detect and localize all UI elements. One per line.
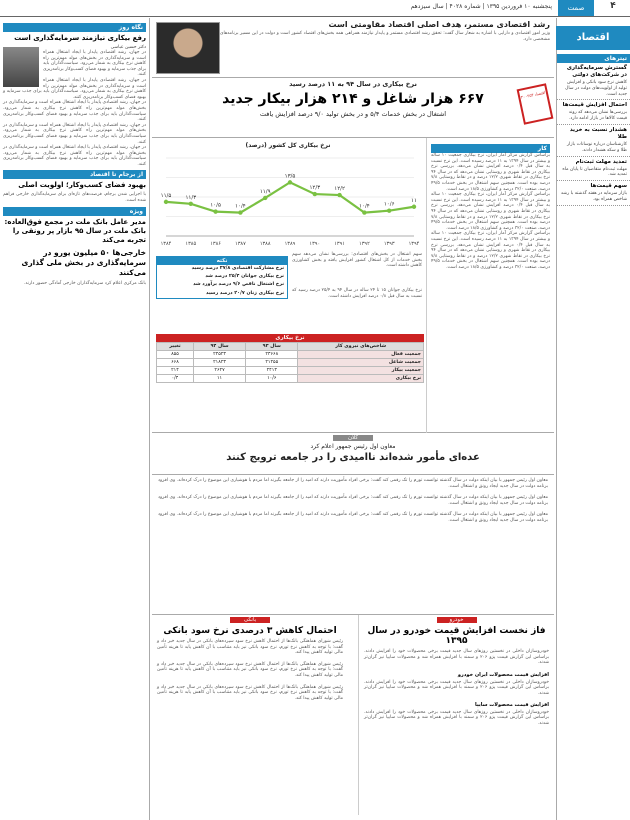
lead-kicker: نرخ بیکاری در سال ۹۴ به ۱۱ درصد رسید bbox=[289, 80, 417, 88]
story-three-body bbox=[152, 475, 554, 615]
story-three-text-3: معاون اول رئیس جمهور با بیان اینکه دولت در سال گذشته توانست تورم را تک رقمی کند گفت: برخی افراد مأموریت دارند که امید را از جامعه بگیرند اما مردم با هوشیاری این موضوع را درک کرده‌اند. وی افزود برنامه دولت در سال جدید ایجاد رونق و اشتغال است. bbox=[158, 512, 548, 523]
chart-data-label: ۱۰/۶ bbox=[383, 201, 395, 208]
sidebar-news-title: تمدید مهلت ثبت‌نام bbox=[575, 158, 627, 165]
lead-story bbox=[152, 78, 554, 138]
opinion-body-cont2: در جهان، رشد اقتصادی پایدار با ایجاد اشتغال همراه است و سرمایه‌گذاری در بخش‌های مولد مهم‌ترین راه کاهش نرخ بیکاری به شمار می‌رود. سیاست‌گذاران باید برای جذب سرمایه و بهبود فضای کسب‌وکار برنامه‌ریزی کنند. bbox=[3, 100, 146, 123]
dateline: پنجشنبه ۱۰ فروردین ۱۳۹۵ | شماره ۴۰۲۸ | سال سیزدهم bbox=[410, 3, 552, 10]
bank-story-tag: بانکی bbox=[230, 617, 270, 623]
third-title: مدیر عامل بانک ملت در مجمع فوق‌العاده: بانک ملت در سال ۹۵ بازار پر رونقی را تجربه می‌کند bbox=[4, 217, 146, 244]
car-story-text-2: خودروسازان داخلی در نخستین روزهای سال جدید قیمت برخی محصولات خود را افزایش دادند. براساس این گزارش قیمت پژو ۲۰۶ و سمند با افزایش همراه شد و محصولات سایپا نیز گران‌تر شدند. bbox=[364, 679, 549, 696]
chart-data-label: ۱۲/۳ bbox=[309, 185, 321, 192]
sidebar-news-item bbox=[557, 181, 630, 206]
sidebar-news-title: گسترش سرمایه‌گذاری در شرکت‌های دولتی bbox=[566, 65, 627, 78]
minister-portrait bbox=[156, 22, 220, 74]
table bbox=[156, 342, 424, 383]
bank-story-text-3: رئیس شورای هماهنگی بانک‌ها از احتمال کاهش نرخ سود سپرده‌های بانکی در سال جدید خبر داد و گفت: با توجه به کاهش نرخ تورم، نرخ سود بانکی نیز باید متناسب با آن کاهش یابد تا هزینه تأمین مالی تولید کاهش پیدا کند. bbox=[157, 684, 343, 701]
lead-body bbox=[152, 138, 554, 433]
car-story bbox=[358, 615, 554, 815]
table-row bbox=[157, 351, 424, 359]
lead-text-tag: کار bbox=[431, 144, 550, 153]
table-cell: ۱۱ bbox=[193, 375, 245, 383]
fourth-title: خارجی‌ها ۵۰ میلیون یورو در سرمایه‌گذاری در بخش ملی گذاری می‌کنند bbox=[21, 247, 146, 277]
top-article-headline: رشد اقتصادی مستمر، هدف اصلی اقتصاد مقاومتی است bbox=[328, 20, 550, 29]
main-content bbox=[152, 18, 554, 820]
car-story-text: خودروسازان داخلی در نخستین روزهای سال جدید قیمت برخی محصولات خود را افزایش دادند. براساس این گزارش قیمت پژو ۲۰۶ و سمند با افزایش همراه شد و محصولات سایپا نیز گران‌تر شدند. bbox=[364, 649, 549, 666]
chart-tick-label: ۱۳۸۹ bbox=[284, 241, 296, 247]
note-box bbox=[156, 256, 288, 299]
chart-point bbox=[164, 200, 168, 204]
second-body: با اجرایی شدن برجام، فرصت‌های تازه‌ای برای سرمایه‌گذاری خارجی فراهم شده است. bbox=[3, 192, 146, 204]
chart-data-label: ۱۰/۴ bbox=[359, 203, 370, 210]
lead-text-body-2: براساس گزارش مرکز آمار ایران، نرخ بیکاری جمعیت ۱۰ ساله و بیشتر در سال ۱۳۹۴ به ۱۱ درصد رسیده است. این نرخ نسبت به سال قبل ۰/۴ درصد افزایش نشان می‌دهد. بررسی نرخ بیکاری در نقاط شهری و روستایی نشان می‌دهد که در سال ۹۴ نرخ بیکاری در نقاط شهری ۱۲/۲ درصد و در نقاط روستایی ۷/۸ درصد بوده است. همچنین سهم اشتغال در بخش خدمات ۴۹/۵ درصد، صنعت ۳۲/۰ درصد و کشاورزی ۱۸/۵ درصد است. bbox=[431, 192, 551, 231]
chart-point bbox=[337, 193, 341, 197]
table-row bbox=[157, 375, 424, 383]
table-header-cell: شاخص‌های نیروی کار bbox=[298, 343, 424, 351]
photo-caption: دکتر حسین عباسی bbox=[110, 45, 146, 50]
sidebar-news-text: مهلت ثبت‌نام متقاضیان تا پایان ماه تمدید شد. bbox=[562, 166, 627, 178]
chart-data-label: ۱۲/۲ bbox=[334, 186, 345, 193]
masthead bbox=[0, 0, 630, 17]
table-cell: جمعیت بیکار bbox=[298, 367, 424, 375]
table-row bbox=[157, 367, 424, 375]
note-header: نکته bbox=[157, 257, 287, 265]
table-cell: جمعیت فعال bbox=[298, 351, 424, 359]
story-three-headline: عده‌ای مأمور شده‌اند ناامیدی را در جامعه ترویج کنند bbox=[226, 452, 480, 463]
chart-point bbox=[238, 210, 242, 214]
sidebar-header: تیترهای bbox=[557, 54, 630, 63]
story-three-text: معاون اول رئیس جمهور با بیان اینکه دولت در سال گذشته توانست تورم را تک رقمی کند گفت: برخی افراد مأموریت دارند که امید را از جامعه بگیرند اما مردم با هوشیاری این موضوع را درک کرده‌اند. وی افزود برنامه دولت در سال جدید ایجاد رونق و اشتغال است. bbox=[158, 478, 548, 489]
chart-data-label: ۱۳/۵ bbox=[284, 173, 296, 180]
story-three-kicker: معاون اول رئیس جمهور اعلام کرد bbox=[310, 443, 396, 450]
chart-point bbox=[189, 202, 193, 206]
car-story-subhead-1: افزایش قیمت محصولات ایران خودرو bbox=[457, 671, 549, 678]
lead-headline: ۶۶۷ هزار شاغل و ۲۱۴ هزار بیکار جدید bbox=[222, 91, 484, 107]
sidebar-news-text: بازار سرمایه در هفته گذشته با رشد شاخص همراه بود. bbox=[560, 191, 627, 202]
table-cell: ۲۱۸۲۳ bbox=[193, 359, 245, 367]
table-cell: جمعیت شاغل bbox=[298, 359, 424, 367]
mid-col-a: سهم اشتغال در بخش‌های اقتصادی: بررسی‌ها نشان می‌دهد سهم بخش خدمات از کل اشتغال کشور افزایش یافته و بخش کشاورزی کاهش داشته است. bbox=[292, 252, 422, 269]
chart-data-label: ۱۱/۳ bbox=[185, 194, 197, 201]
table-cell: ۲۱۴ bbox=[157, 367, 194, 375]
table-header-cell: سال ۹۴ bbox=[193, 343, 245, 351]
newspaper-logo: صمت bbox=[558, 0, 594, 16]
chart-tick-label: ۱۳۸۶ bbox=[210, 241, 221, 247]
lead-subhead: اشتغال در بخش خدمات ۵/۴ و در بخش تولید ۹/۰ درصد افزایش یافت bbox=[259, 110, 447, 118]
chart-tick-label: ۱۳۹۳ bbox=[383, 241, 395, 247]
third-column-header: ویژه bbox=[3, 207, 146, 216]
fourth-body: بانک مرکزی اعلام کرد سرمایه‌گذاران خارجی آمادگی حضور دارند. bbox=[23, 280, 146, 286]
table-cell: ۸۵۵ bbox=[157, 351, 194, 359]
opinion-body-cont: در جهان، رشد اقتصادی پایدار با ایجاد اشتغال همراه است و سرمایه‌گذاری در بخش‌های مولد مهم‌ترین راه کاهش نرخ بیکاری به شمار می‌رود. سیاست‌گذاران باید برای جذب سرمایه و بهبود فضای کسب‌وکار برنامه‌ریزی کنند. bbox=[3, 77, 146, 100]
table-cell: ۶۶۸ bbox=[157, 359, 194, 367]
table-cell: ۱۰/۶ bbox=[246, 375, 298, 383]
car-story-text-3: خودروسازان داخلی در نخستین روزهای سال جدید قیمت برخی محصولات خود را افزایش دادند. براساس این گزارش قیمت پژو ۲۰۶ و سمند با افزایش همراه شد و محصولات سایپا نیز گران‌تر شدند. bbox=[364, 709, 549, 726]
red-stamp: اقتصاد ۳۰۰۲۵۳ bbox=[517, 83, 554, 124]
sidebar-news-title: سهم قیمت‌ها bbox=[590, 183, 627, 190]
table-cell: ۰/۴ bbox=[157, 375, 194, 383]
chart-point bbox=[263, 196, 267, 200]
table-cell: ۲۱۲۵۵ bbox=[246, 359, 298, 367]
car-story-headline: فاز نخست افزایش قیمت خودرو در سال ۱۳۹۵ bbox=[367, 626, 546, 646]
chart-tick-label: ۱۳۸۴ bbox=[160, 241, 172, 247]
chart-point bbox=[213, 209, 217, 213]
bank-story-text-2: رئیس شورای هماهنگی بانک‌ها از احتمال کاهش نرخ سود سپرده‌های بانکی در سال جدید خبر داد و گفت: با توجه به کاهش نرخ تورم، نرخ سود بانکی نیز باید متناسب با آن کاهش یابد تا هزینه تأمین مالی تولید کاهش پیدا کند. bbox=[157, 661, 343, 678]
table-row bbox=[157, 359, 424, 367]
table-header-row bbox=[157, 343, 424, 351]
table-cell: نرخ بیکاری bbox=[298, 375, 424, 383]
lead-text-column bbox=[426, 138, 554, 433]
chart-data-label: ۱۱ bbox=[411, 197, 417, 204]
table-title: نرخ بیکاری bbox=[156, 334, 424, 342]
chart-series-line bbox=[166, 182, 414, 212]
right-sidebar bbox=[556, 18, 630, 820]
chart-point bbox=[313, 192, 317, 196]
table-cell: ۲۴۵۲۳ bbox=[193, 351, 245, 359]
unemployment-chart bbox=[152, 140, 424, 252]
sidebar-news-text: بررسی‌ها نشان می‌دهد که روند قیمت کالاها در بازار ادامه دارد. bbox=[568, 110, 627, 122]
sidebar-news-text: کاهش نرخ سود بانکی و افزایش تولید از اولویت‌های دولت در سال جدید است. bbox=[565, 80, 627, 97]
top-article bbox=[152, 18, 554, 78]
chart-point bbox=[288, 180, 292, 184]
table-header-cell: سال ۹۳ bbox=[246, 343, 298, 351]
sidebar-news-title: هشدار نسبت به خرید طلا bbox=[569, 126, 627, 140]
sidebar-news-item bbox=[557, 100, 630, 125]
author-photo bbox=[3, 47, 39, 87]
chart-title: نرخ بیکاری کل کشور (درصد) bbox=[245, 142, 331, 149]
story-three-tag: کلان bbox=[333, 435, 373, 441]
chart-tick-label: ۱۳۹۱ bbox=[334, 241, 345, 247]
chart-data-label: ۱۱/۹ bbox=[259, 188, 271, 195]
second-title: بهبود فضای کسب‌وکار؛ اولویت اصلی bbox=[18, 181, 146, 190]
sidebar-news-item bbox=[557, 157, 630, 182]
chart-area bbox=[152, 138, 424, 433]
chart-point bbox=[412, 205, 416, 209]
opinion-body-cont4: در جهان، رشد اقتصادی پایدار با ایجاد اشتغال همراه است و سرمایه‌گذاری در بخش‌های مولد مهم‌ترین راه کاهش نرخ بیکاری به شمار می‌رود. سیاست‌گذاران باید برای جذب سرمایه و بهبود فضای کسب‌وکار برنامه‌ریزی کنند. bbox=[3, 145, 146, 167]
top-article-body: وزیر امور اقتصادی و دارایی با اشاره به شعار سال گفت: تحقق رشد اقتصادی مستمر و پایدار نیازمند همراهی همه بخش‌های اقتصاد کشور است و دولت در این مسیر برنامه‌های مشخصی دارد. bbox=[220, 31, 550, 42]
column-header: نگاه روز bbox=[3, 23, 146, 32]
story-three-text-2: معاون اول رئیس جمهور با بیان اینکه دولت در سال گذشته توانست تورم را تک رقمی کند گفت: برخی افراد مأموریت دارند که امید را از جامعه بگیرند اما مردم با هوشیاری این موضوع را درک کرده‌اند. وی افزود برنامه دولت در سال جدید ایجاد رونق و اشتغال است. bbox=[158, 495, 548, 506]
sidebar-news-item bbox=[557, 63, 630, 100]
chart-point bbox=[362, 210, 366, 214]
bank-story-headline: احتمال کاهش ۳ درصدی نرخ سود بانکی bbox=[163, 626, 337, 636]
chart-data-label: ۱۰/۴ bbox=[235, 203, 246, 210]
chart-data-label: ۱۰/۵ bbox=[210, 202, 221, 209]
opinion-title: رفع بیکاری نیازمند سرمایه‌گذاری است bbox=[14, 34, 146, 42]
story-three bbox=[152, 435, 554, 475]
chart-tick-label: ۱۳۹۴ bbox=[408, 241, 420, 247]
chart-point bbox=[387, 208, 391, 212]
table-cell: ۲۶۲۷ bbox=[193, 367, 245, 375]
section-banner: اقتصاد bbox=[556, 26, 630, 50]
note-line: نرخ بیکاری زنان ۲۰/۷ درصد رسید bbox=[206, 290, 284, 296]
chart-tick-label: ۱۳۸۸ bbox=[259, 241, 271, 247]
page-number: ۴ bbox=[610, 1, 616, 11]
bottom-stories bbox=[152, 615, 554, 815]
chart-tick-label: ۱۳۹۲ bbox=[359, 241, 370, 247]
chart-svg bbox=[152, 140, 424, 252]
note-line: نرخ مشارکت اقتصادی ۳۷/۸ درصد رسید bbox=[191, 266, 284, 271]
chart-tick-label: ۱۳۹۰ bbox=[309, 241, 321, 247]
car-story-tag: خودرو bbox=[437, 617, 477, 623]
table-cell: ۲۴۱۳ bbox=[246, 367, 298, 375]
bank-story-text: رئیس شورای هماهنگی بانک‌ها از احتمال کاهش نرخ سود سپرده‌های بانکی در سال جدید خبر داد و گفت: با توجه به کاهش نرخ تورم، نرخ سود بانکی نیز باید متناسب با آن کاهش یابد تا هزینه تأمین مالی تولید کاهش پیدا کند. bbox=[157, 639, 343, 656]
chart-tick-label: ۱۳۸۷ bbox=[235, 241, 246, 247]
lead-text-body: براساس گزارش مرکز آمار ایران، نرخ بیکاری جمعیت ۱۰ ساله و بیشتر در سال ۱۳۹۴ به ۱۱ درصد رسیده است. این نرخ نسبت به سال قبل ۰/۴ درصد افزایش نشان می‌دهد. بررسی نرخ بیکاری در نقاط شهری و روستایی نشان می‌دهد که در سال ۹۴ نرخ بیکاری در نقاط شهری ۱۲/۲ درصد و در نقاط روستایی ۷/۸ درصد بوده است. همچنین سهم اشتغال در بخش خدمات ۴۹/۵ درصد، صنعت ۳۲/۰ درصد و کشاورزی ۱۸/۵ درصد است. bbox=[431, 153, 551, 192]
car-story-subhead-2: افزایش قیمت محصولات سایپا bbox=[474, 701, 549, 708]
note-line: نرخ بیکاری جوانان ۲۵/۴ درصد شد bbox=[205, 274, 284, 280]
bank-story bbox=[152, 615, 348, 815]
note-line: نرخ اشتغال ناقص ۹/۶ درصد برآورد شد bbox=[193, 282, 284, 288]
left-sidebar bbox=[0, 18, 150, 820]
mid-col-b: نرخ بیکاری جوانان ۱۵ تا ۲۴ ساله در سال ۹۴ به ۲۵/۴ درصد رسید که نسبت به سال قبل ۰/۸ درصد افزایش داشته است. bbox=[292, 288, 422, 299]
sidebar-news-title: احتمال افزایش قیمت‌ها bbox=[562, 102, 627, 109]
chart-tick-label: ۱۳۸۵ bbox=[185, 241, 197, 247]
sidebar-news-item bbox=[557, 125, 630, 157]
second-column-header: از برجام تا اقتصاد bbox=[3, 170, 146, 179]
table-header-cell: تغییر bbox=[157, 343, 194, 351]
opinion-body: در جهان، رشد اقتصادی پایدار با ایجاد اشتغال همراه است و سرمایه‌گذاری در بخش‌های مولد مهم‌ترین راه کاهش نرخ بیکاری به شمار می‌رود. سیاست‌گذاران باید برای جذب سرمایه و بهبود فضای کسب‌وکار برنامه‌ریزی کنند. bbox=[43, 50, 146, 78]
chart-data-label: ۱۱/۵ bbox=[160, 192, 172, 199]
sidebar-news-text: کارشناسان درباره نوسانات بازار طلا و سکه هشدار دادند. bbox=[566, 141, 627, 153]
lead-text-body-3: براساس گزارش مرکز آمار ایران، نرخ بیکاری جمعیت ۱۰ ساله و بیشتر در سال ۱۳۹۴ به ۱۱ درصد رسیده است. این نرخ نسبت به سال قبل ۰/۴ درصد افزایش نشان می‌دهد. بررسی نرخ بیکاری در نقاط شهری و روستایی نشان می‌دهد که در سال ۹۴ نرخ بیکاری در نقاط شهری ۱۲/۲ درصد و در نقاط روستایی ۷/۸ درصد بوده است. همچنین سهم اشتغال در بخش خدمات ۴۹/۵ درصد، صنعت ۳۲/۰ درصد و کشاورزی ۱۸/۵ درصد است. bbox=[431, 231, 551, 270]
opinion-body-cont3: در جهان، رشد اقتصادی پایدار با ایجاد اشتغال همراه است و سرمایه‌گذاری در بخش‌های مولد مهم‌ترین راه کاهش نرخ بیکاری به شمار می‌رود. سیاست‌گذاران باید برای جذب سرمایه و بهبود فضای کسب‌وکار برنامه‌ریزی کنند. bbox=[3, 122, 146, 145]
table-cell: ۲۳۶۶۸ bbox=[246, 351, 298, 359]
labor-table bbox=[156, 334, 424, 383]
